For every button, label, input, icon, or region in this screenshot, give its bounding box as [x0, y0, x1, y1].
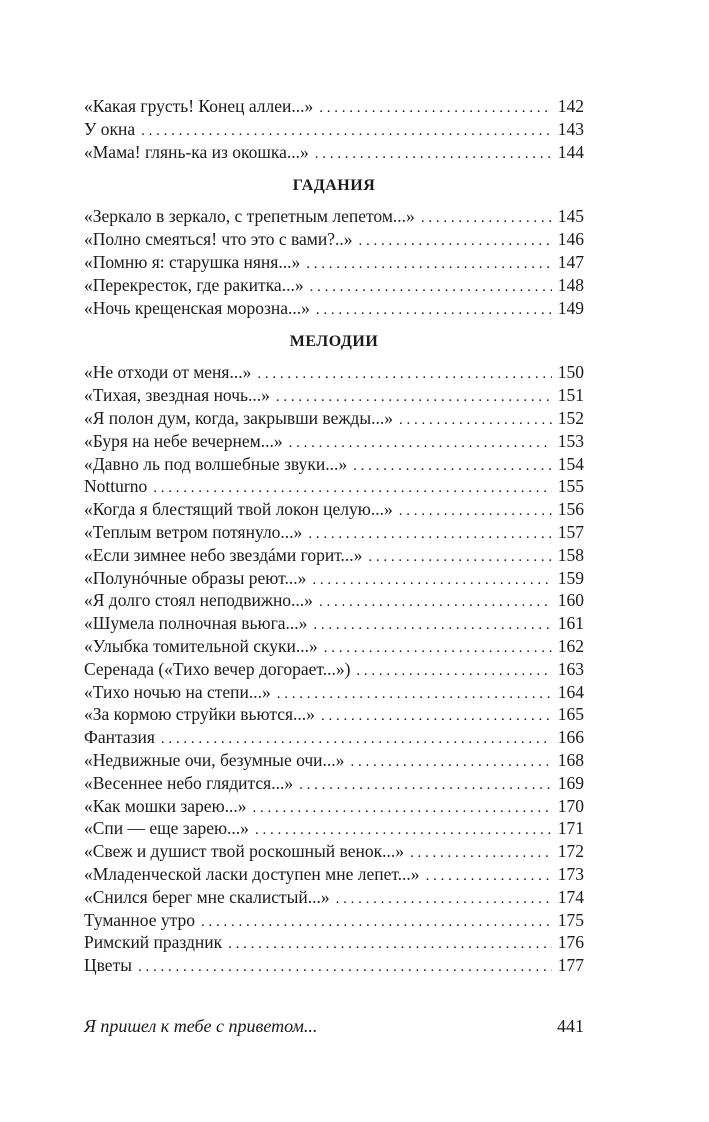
toc-entry: [84, 544, 584, 567]
page-footer: [84, 1016, 584, 1037]
toc-entry: [84, 840, 584, 863]
toc-entry-title: «Тихо ночью на степи...»: [84, 681, 271, 702]
toc-entry-title: «Ночь крещенская морозна...»: [84, 297, 310, 318]
toc-entry-page: 152: [557, 407, 584, 428]
toc-entry-title: Римский праздник: [84, 932, 223, 953]
toc-entry: [84, 384, 584, 407]
toc-entry: [84, 453, 584, 476]
toc-entry-page: 160: [557, 590, 584, 611]
dot-leader: [161, 728, 552, 749]
toc-entry: [84, 430, 584, 453]
toc-entry-title: «Теплым ветром потянуло...»: [84, 521, 303, 542]
toc-entry-title: Цветы: [84, 955, 132, 976]
dot-leader: [316, 299, 552, 320]
dot-leader: [253, 797, 552, 818]
toc-entry-page: 155: [557, 476, 584, 497]
toc-entry-page: 144: [557, 141, 584, 162]
toc-entry-page: 153: [557, 430, 584, 451]
running-footer-title: Я пришел к тебе с приветом...: [84, 1016, 318, 1036]
toc-entry: [84, 658, 584, 681]
dot-leader: [138, 956, 552, 977]
toc-entry: [84, 274, 584, 297]
toc-entry: [84, 886, 584, 909]
toc-entry-title: «Зеркало в зеркало, с трепетным лепетом...»: [84, 206, 415, 227]
toc-entry-title: «Улыбка томительной скуки...»: [84, 635, 318, 656]
toc-entry-page: 158: [557, 544, 584, 565]
toc-entry-page: 150: [557, 362, 584, 383]
dot-leader: [356, 660, 551, 681]
toc-entry: [84, 498, 584, 521]
toc-entry-title: Туманное утро: [84, 909, 196, 930]
toc-entry: [84, 749, 584, 772]
dot-leader: [353, 455, 552, 476]
toc-entry-title: «Весеннее небо глядится...»: [84, 772, 294, 793]
toc-entry: [84, 567, 584, 590]
toc-entry-title: «Я долго стоял неподвижно...»: [84, 590, 313, 611]
toc-entry: [84, 589, 584, 612]
dot-leader: [310, 276, 552, 297]
toc-entry: [84, 118, 584, 141]
toc-entry-page: 143: [557, 118, 584, 139]
toc-entry: [84, 475, 584, 498]
toc-entry-title: «Когда я блестящий твой локон целую...»: [84, 499, 393, 520]
dot-leader: [276, 386, 552, 407]
dot-leader: [319, 591, 552, 612]
toc-entry: [84, 205, 584, 228]
toc-entry: [84, 817, 584, 840]
toc-entry-page: 173: [557, 863, 584, 884]
dot-leader: [324, 637, 552, 658]
toc-entry-page: 165: [557, 704, 584, 725]
toc-entry: [84, 521, 584, 544]
dot-leader: [321, 705, 552, 726]
toc-entry-title: «Шумела полночная вьюга...»: [84, 613, 308, 634]
toc-entry-page: 142: [557, 96, 584, 116]
toc-entry-page: 162: [557, 635, 584, 656]
dot-leader: [368, 546, 551, 567]
toc-entry-page: 157: [557, 521, 584, 542]
toc-entry-page: 176: [557, 932, 584, 953]
toc-entry-page: 168: [557, 749, 584, 770]
toc-entry: [84, 726, 584, 749]
toc-entry-page: 154: [557, 453, 584, 474]
toc-entry: [84, 795, 584, 818]
toc-entry-title: «Недвижные очи, безумные очи...»: [84, 749, 345, 770]
toc-entry-title: «Тихая, звездная ночь...»: [84, 385, 270, 406]
page-number: 441: [557, 1016, 584, 1036]
toc-entry-page: 169: [557, 772, 584, 793]
toc-entry: [84, 909, 584, 932]
toc-entry: [84, 635, 584, 658]
toc-entry-title: Фантазия: [84, 727, 155, 748]
toc-entry-page: 145: [557, 206, 584, 227]
toc-entry-title: «Если зимнее небо звездáми горит...»: [84, 544, 363, 565]
toc-entry-page: 159: [557, 567, 584, 588]
toc-entry-page: 151: [557, 385, 584, 406]
toc-entry-title: «Перекресток, где ракитка...»: [84, 274, 304, 295]
toc-entry-page: 156: [557, 499, 584, 520]
dot-leader: [421, 207, 552, 228]
toc-entry: [84, 772, 584, 795]
toc-group-top: [84, 95, 584, 163]
toc-entry-title: «Как мошки зарею...»: [84, 795, 247, 816]
toc-entry-page: 172: [557, 841, 584, 862]
toc-entry-title: «Спи — еще зарею...»: [84, 818, 249, 839]
toc-entry: [84, 931, 584, 954]
toc-entry-title: «Буря на небе вечернем...»: [84, 430, 283, 451]
dot-leader: [201, 911, 552, 932]
toc-entry-page: 146: [557, 229, 584, 250]
dot-leader: [319, 97, 551, 118]
dot-leader: [312, 569, 551, 590]
dot-leader: [228, 933, 552, 954]
toc-entry: [84, 681, 584, 704]
dot-leader: [336, 888, 552, 909]
dot-leader: [426, 865, 552, 886]
toc-entry-page: 163: [557, 658, 584, 679]
toc-entry-title: «Младенческой ласки доступен мне лепет...»: [84, 863, 420, 884]
toc-group-gadania: [84, 205, 584, 319]
toc-entry: [84, 612, 584, 635]
toc-entry-page: 149: [557, 297, 584, 318]
section-heading-gadania: ГАДАНИЯ: [292, 177, 376, 195]
dot-leader: [141, 120, 552, 141]
dot-leader: [257, 363, 551, 384]
toc-entry-title: «Свеж и душист твой роскошный венок...»: [84, 841, 404, 862]
toc-entry: [84, 95, 584, 118]
toc-entry: [84, 703, 584, 726]
dot-leader: [313, 614, 551, 635]
toc-entry-page: 171: [557, 818, 584, 839]
dot-leader: [399, 500, 552, 521]
table-of-contents: [84, 95, 584, 977]
toc-entry-page: 174: [557, 886, 584, 907]
dot-leader: [410, 842, 552, 863]
dot-leader: [350, 751, 551, 772]
dot-leader: [299, 774, 552, 795]
dot-leader: [277, 683, 552, 704]
toc-entry-title: «Какая грусть! Конец аллеи...»: [84, 96, 314, 116]
toc-entry-page: 148: [557, 274, 584, 295]
dot-leader: [358, 230, 551, 251]
dot-leader: [306, 253, 552, 274]
section-heading-melodii: МЕЛОДИИ: [289, 333, 379, 351]
dot-leader: [399, 409, 552, 430]
toc-entry-title: «Полунóчные образы реют...»: [84, 567, 307, 588]
dot-leader: [315, 143, 552, 164]
toc-entry-page: 161: [557, 613, 584, 634]
toc-entry-page: 170: [557, 795, 584, 816]
toc-entry: [84, 141, 584, 164]
toc-entry-page: 166: [557, 727, 584, 748]
toc-entry: [84, 954, 584, 977]
toc-entry-title: «Мама! глянь-ка из окошка...»: [84, 141, 309, 162]
toc-entry: [84, 407, 584, 430]
toc-entry-title: «Полно смеяться! что это с вами?..»: [84, 229, 353, 250]
toc-entry-title: «Помню я: старушка няня...»: [84, 251, 301, 272]
dot-leader: [289, 432, 552, 453]
toc-entry: [84, 297, 584, 320]
toc-entry-title: «За кормою струйки вьются...»: [84, 704, 315, 725]
toc-entry-title: У окна: [84, 118, 136, 139]
toc-entry-title: Серенада («Тихо вечер догорает...»): [84, 658, 351, 679]
toc-entry-page: 164: [557, 681, 584, 702]
toc-entry: [84, 228, 584, 251]
toc-entry-title: «Снился берег мне скалистый...»: [84, 886, 330, 907]
dot-leader: [308, 523, 551, 544]
dot-leader: [255, 819, 552, 840]
toc-entry: [84, 863, 584, 886]
toc-entry-page: 147: [557, 251, 584, 272]
toc-entry-title: «Давно ль под волшебные звуки...»: [84, 453, 348, 474]
toc-entry-title: «Не отходи от меня...»: [84, 362, 252, 383]
toc-entry: [84, 361, 584, 384]
toc-entry-page: 175: [557, 909, 584, 930]
toc-entry-title: Notturno: [84, 476, 148, 497]
dot-leader: [153, 477, 552, 498]
toc-entry-page: 177: [557, 955, 584, 976]
toc-group-melodii: [84, 361, 584, 977]
toc-entry: [84, 251, 584, 274]
toc-entry-title: «Я полон дум, когда, закрывши вежды...»: [84, 407, 393, 428]
